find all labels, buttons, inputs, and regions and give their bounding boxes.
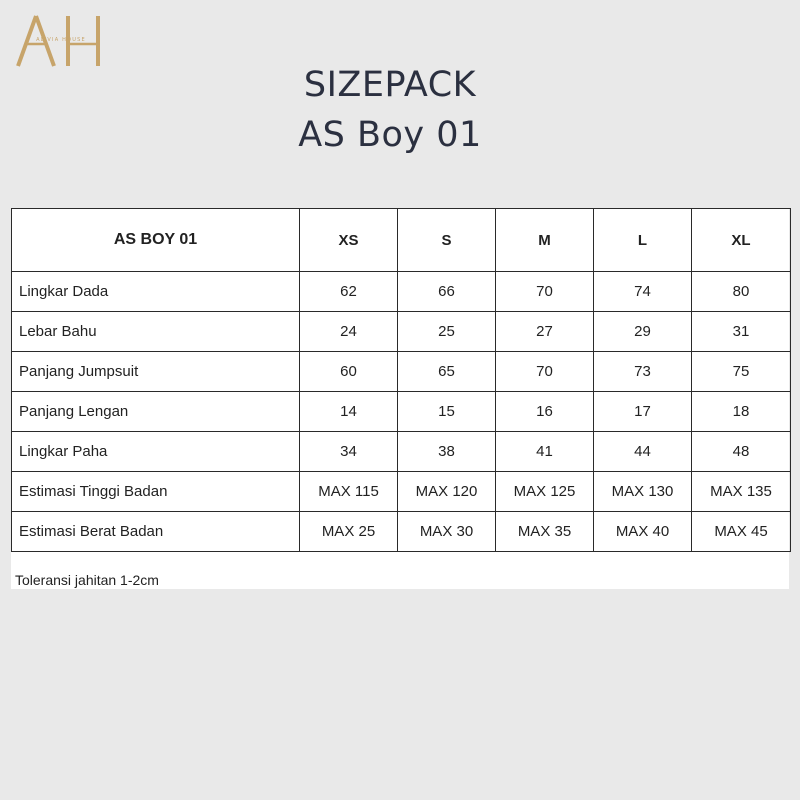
table-cell: 41 xyxy=(496,432,594,472)
size-chart-sheet xyxy=(11,208,789,589)
column-header-s: S xyxy=(398,209,496,272)
table-cell: MAX 30 xyxy=(398,512,496,552)
table-header-row xyxy=(12,209,791,272)
table-row xyxy=(12,272,791,312)
table-cell: 70 xyxy=(496,352,594,392)
table-cell: 70 xyxy=(496,272,594,312)
table-cell: 14 xyxy=(300,392,398,432)
table-row xyxy=(12,432,791,472)
table-cell: MAX 130 xyxy=(594,472,692,512)
table-cell: MAX 35 xyxy=(496,512,594,552)
table-cell: 38 xyxy=(398,432,496,472)
column-header-product: AS BOY 01 xyxy=(12,209,300,272)
table-cell: 80 xyxy=(692,272,791,312)
page-title: SIZEPACK xyxy=(303,65,477,105)
table-cell: 15 xyxy=(398,392,496,432)
table-cell: 66 xyxy=(398,272,496,312)
table-cell: 73 xyxy=(594,352,692,392)
table-cell: MAX 135 xyxy=(692,472,791,512)
table-cell: 29 xyxy=(594,312,692,352)
table-cell: 17 xyxy=(594,392,692,432)
table-cell: MAX 45 xyxy=(692,512,791,552)
column-header-xs: XS xyxy=(300,209,398,272)
brand-logo xyxy=(16,12,106,70)
table-cell: 18 xyxy=(692,392,791,432)
table-cell: 27 xyxy=(496,312,594,352)
table-cell: 31 xyxy=(692,312,791,352)
column-header-xl: XL xyxy=(692,209,791,272)
table-row xyxy=(12,512,791,552)
row-label: Panjang Jumpsuit xyxy=(12,352,300,392)
table-cell: 48 xyxy=(692,432,791,472)
table-cell: MAX 40 xyxy=(594,512,692,552)
table-cell: 62 xyxy=(300,272,398,312)
table-row xyxy=(12,392,791,432)
row-label: Estimasi Berat Badan xyxy=(12,512,300,552)
row-label: Lebar Bahu xyxy=(12,312,300,352)
table-cell: MAX 25 xyxy=(300,512,398,552)
table-cell: 25 xyxy=(398,312,496,352)
table-row xyxy=(12,352,791,392)
table-cell: 24 xyxy=(300,312,398,352)
table-cell: 75 xyxy=(692,352,791,392)
size-table xyxy=(11,208,791,552)
row-label: Lingkar Paha xyxy=(12,432,300,472)
table-row xyxy=(12,312,791,352)
table-cell: MAX 120 xyxy=(398,472,496,512)
table-row xyxy=(12,472,791,512)
table-cell: 34 xyxy=(300,432,398,472)
column-header-l: L xyxy=(594,209,692,272)
brand-name: ALIVIA HOUSE xyxy=(36,37,86,43)
table-cell: 74 xyxy=(594,272,692,312)
tolerance-note: Toleransi jahitan 1-2cm xyxy=(15,572,159,588)
table-cell: 60 xyxy=(300,352,398,392)
column-header-m: M xyxy=(496,209,594,272)
table-cell: MAX 125 xyxy=(496,472,594,512)
row-label: Lingkar Dada xyxy=(12,272,300,312)
table-cell: 16 xyxy=(496,392,594,432)
page-subtitle: AS Boy 01 xyxy=(298,115,482,155)
row-label: Estimasi Tinggi Badan xyxy=(12,472,300,512)
table-cell: 65 xyxy=(398,352,496,392)
row-label: Panjang Lengan xyxy=(12,392,300,432)
table-cell: 44 xyxy=(594,432,692,472)
table-cell: MAX 115 xyxy=(300,472,398,512)
